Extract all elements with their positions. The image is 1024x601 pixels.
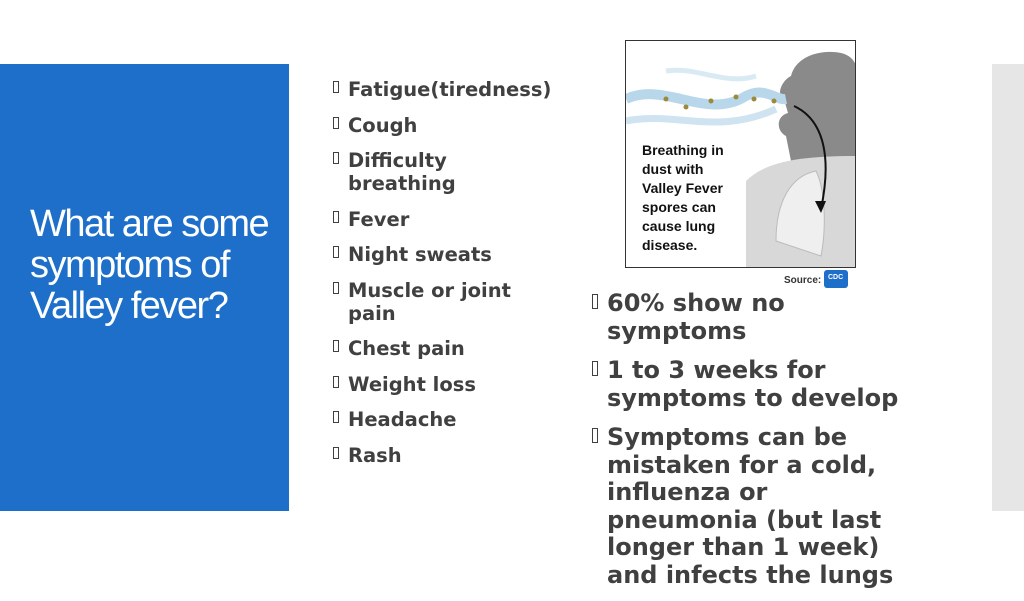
symptom-label: Cough — [348, 113, 418, 137]
facts-list — [592, 290, 922, 601]
list-item — [333, 208, 533, 231]
bullet-icon — [333, 152, 339, 164]
symptom-label: Rash — [348, 443, 402, 467]
list-item — [592, 290, 922, 345]
illustration-caption: Breathing in dust with Valley Fever spores can cause lung disease. — [642, 142, 724, 253]
bullet-icon — [333, 340, 339, 352]
bullet-icon — [333, 411, 339, 423]
symptom-label: Night sweats — [348, 243, 492, 266]
symptom-label: Difficulty breathing — [348, 149, 456, 195]
cdc-logo-icon — [824, 270, 848, 288]
logo-text: CDC — [828, 274, 844, 281]
list-item — [592, 357, 922, 412]
bullet-icon — [592, 361, 598, 376]
bullet-icon — [592, 428, 598, 443]
bullet-icon — [333, 282, 339, 294]
source-label: Source: — [784, 275, 822, 286]
slide-title: What are some symptoms of Valley fever? — [30, 203, 269, 327]
list-item — [333, 337, 533, 360]
symptom-label: Headache — [348, 408, 457, 431]
right-side-bar — [992, 64, 1024, 511]
symptoms-list — [333, 78, 552, 479]
symptom-label: Fatigue(tiredness) — [348, 78, 552, 101]
symptom-label: Fever — [348, 207, 410, 231]
list-item — [333, 408, 533, 431]
bullet-icon — [333, 447, 339, 459]
list-item — [333, 149, 533, 195]
list-item — [333, 78, 552, 101]
list-item — [333, 279, 533, 325]
symptom-label: Chest pain — [348, 337, 465, 360]
bullet-icon — [333, 211, 339, 223]
list-item — [333, 114, 533, 137]
list-item — [333, 444, 533, 467]
bullet-icon — [333, 81, 339, 93]
symptom-label: Muscle or joint pain — [348, 278, 511, 325]
fact-label: 1 to 3 weeks for symptoms to develop — [607, 356, 899, 412]
bullet-icon — [333, 376, 339, 388]
bullet-icon — [333, 117, 339, 129]
list-item — [333, 243, 533, 266]
list-item — [592, 424, 922, 589]
list-item — [333, 373, 533, 396]
fact-label: 60% show no symptoms — [607, 289, 785, 345]
symptom-label: Weight loss — [348, 372, 476, 396]
fact-label: Symptoms can be mistaken for a cold, influenza or pneumonia (but last longer than 1 week) and infects the lungs — [607, 423, 894, 589]
lung-illustration — [625, 40, 856, 268]
bullet-icon — [592, 294, 598, 309]
bullet-icon — [333, 246, 339, 258]
